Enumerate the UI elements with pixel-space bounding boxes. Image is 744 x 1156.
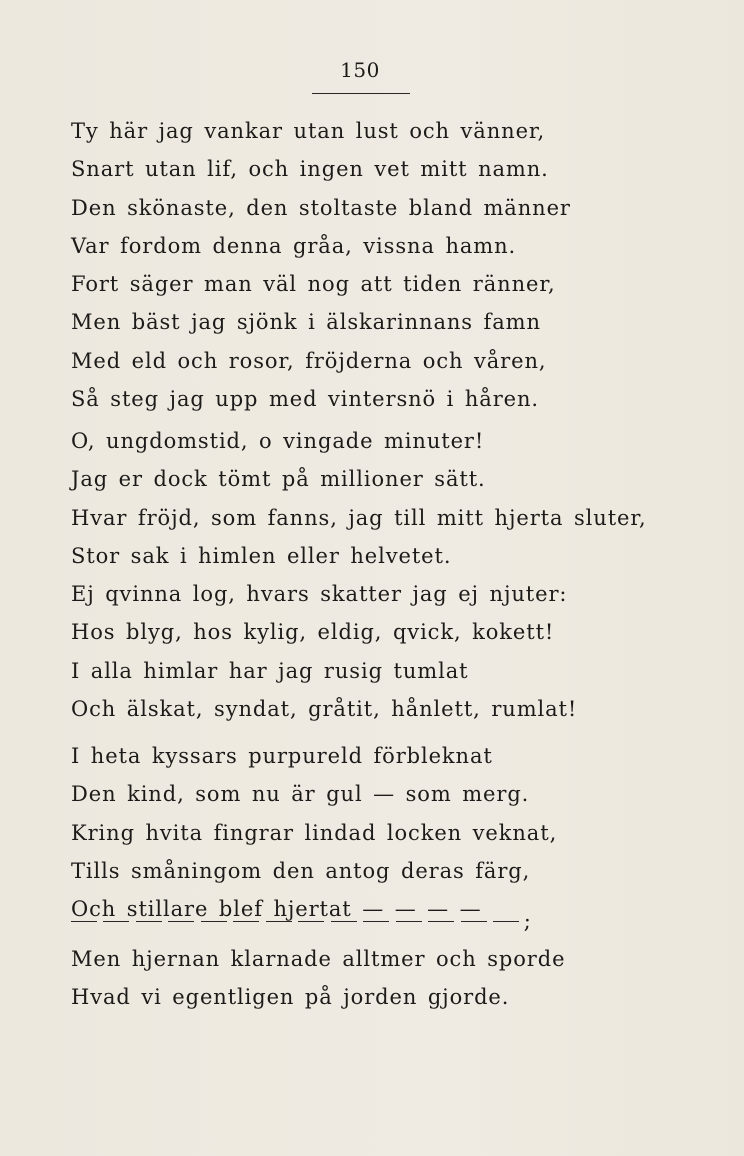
verse-line: Och älskat, syndat, gråtit, hånlett, rumlat!: [71, 697, 578, 722]
verse-line: Så steg jag upp med vintersnö i håren.: [71, 387, 539, 412]
verse-line: Hos blyg, hos kylig, eldig, qvick, kokett!: [71, 620, 555, 645]
verse-line: Tills småningom den antog deras färg,: [71, 858, 531, 883]
verse-line: Ty här jag vankar utan lust och vänner,: [71, 119, 546, 143]
verse-line: Hvar fröjd, som fanns, jag till mitt hjerta sluter,: [71, 505, 647, 530]
dash-mark: [266, 921, 292, 922]
dash-mark: [103, 921, 129, 922]
dash-mark: [396, 921, 422, 922]
dash-line-end: ;: [523, 909, 531, 933]
dash-mark: [168, 921, 194, 922]
stanza-3: [71, 737, 557, 928]
verse-line: Jag er dock tömt på millioner sätt.: [71, 467, 486, 492]
verse-line: Med eld och rosor, fröjderna och våren,: [71, 348, 547, 373]
verse-line: I heta kyssars purpureld förbleknat: [71, 744, 493, 768]
verse-line: Fort säger man väl nog att tiden ränner,: [71, 272, 556, 297]
verse-line: Men hjernan klarnade alltmer och sporde: [71, 947, 566, 971]
verse-line: Kring hvita fingrar lindad locken veknat,: [71, 820, 558, 845]
dash-mark: [233, 921, 259, 922]
page-number: 150: [340, 58, 380, 82]
verse-line: Stor sak i himlen eller helvetet.: [71, 543, 452, 568]
verse-line: Men bäst jag sjönk i älskarinnans famn: [71, 310, 541, 335]
dash-mark: [363, 921, 389, 922]
dash-mark: [428, 921, 454, 922]
stanza-4: [71, 940, 565, 1017]
dash-mark: [71, 921, 97, 922]
verse-line: Och stillare blef hjertat — — — —: [71, 897, 482, 922]
stanza-2: [71, 422, 647, 728]
dash-mark: [493, 921, 519, 922]
dash-line: [71, 902, 531, 940]
verse-line: Den skönaste, den stoltaste bland männer: [71, 195, 571, 220]
header-rule: [312, 93, 410, 94]
dash-mark: [331, 921, 357, 922]
verse-line: Den kind, som nu är gul — som merg.: [71, 782, 530, 807]
verse-line: Var fordom denna gråa, vissna hamn.: [71, 233, 517, 258]
verse-line: O, ungdomstid, o vingade minuter!: [71, 429, 485, 453]
verse-line: Hvad vi egentligen på jorden gjorde.: [71, 985, 510, 1010]
dash-mark: [298, 921, 324, 922]
dash-mark: [461, 921, 487, 922]
dash-mark: [201, 921, 227, 922]
dash-mark: [136, 921, 162, 922]
verse-line: I alla himlar har jag rusig tumlat: [71, 658, 469, 683]
stanza-1: [71, 112, 571, 418]
verse-line: Snart utan lif, och ingen vet mitt namn.: [71, 157, 549, 182]
verse-line: Ej qvinna log, hvars skatter jag ej njuter:: [71, 582, 568, 607]
